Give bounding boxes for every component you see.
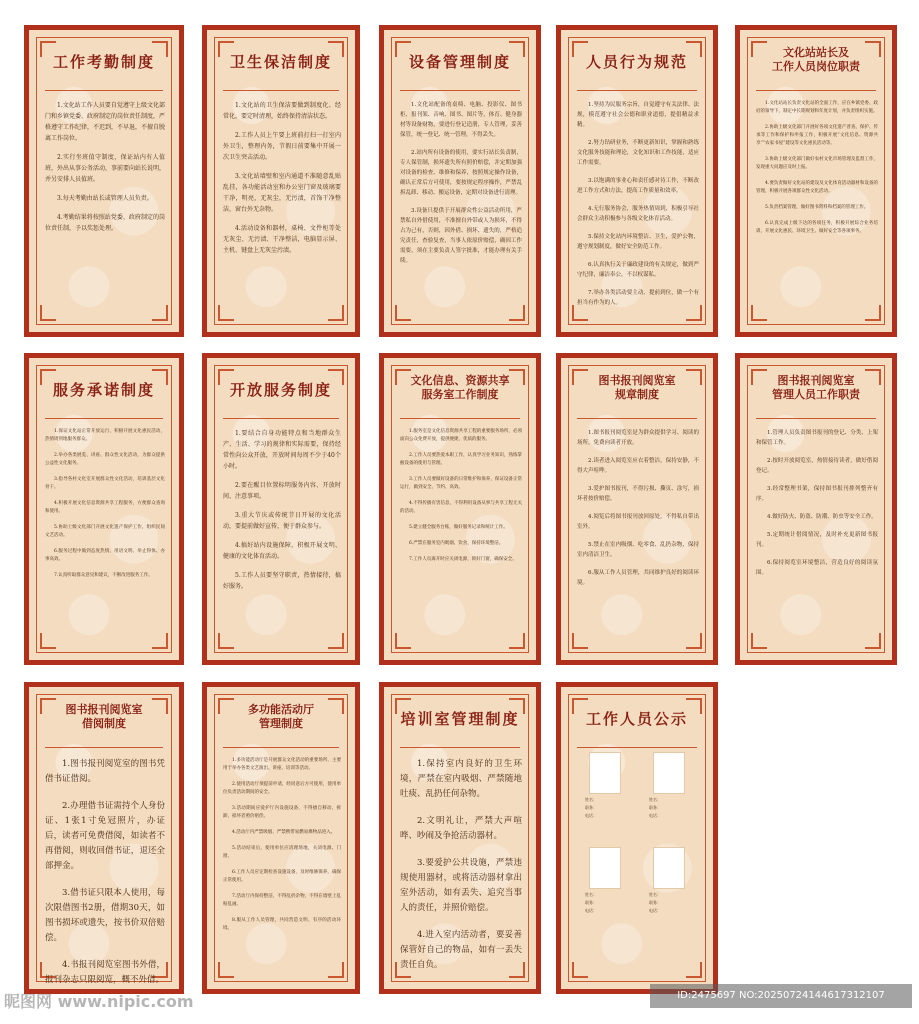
staff-info	[649, 891, 661, 915]
rule-item: 1.文化站的卫生保洁要做到制度化、经常化，要定时清理，始终保持清洁状态。	[223, 102, 341, 120]
staff-info-label: 姓名：	[585, 797, 597, 802]
title-divider	[45, 90, 163, 91]
rule-item: 3.借书证只限本人使用，每次限借图书2册，借期30天，如图书损坏或遗失，按书价双倍赔偿。	[45, 888, 165, 943]
rule-item: 2.举办各类展览、讲座、群众性文化活动，为群众提供公益性文化服务。	[45, 453, 165, 466]
rule-item: 1.图书报刊阅览室的图书凭借书证借阅。	[45, 759, 165, 784]
rule-item: 2.实行坐班值守制度，保证站内有人值班，外出从事公务活动，事前要向站长说明，并另安排人员值班。	[45, 154, 166, 183]
rules-list	[223, 100, 341, 316]
rule-item: 1.文化站站长负责文化站的全面工作，应在乡镇党委、政府的领导下，制定中长期规划和年度计划，并负责组织实施。	[756, 101, 878, 114]
rule-item: 3.每天考勤由站长或管理人员负责。	[57, 195, 153, 202]
title-divider	[223, 90, 339, 91]
board-title: 文化信息、资源共享 服务室工作制度	[410, 374, 510, 401]
rule-item: 2.努力钻研业务，不断更新知识，掌握和熟练文化服务技能和理论，文化知识和工作技能，适应工作需要。	[577, 140, 699, 166]
rule-item: 3.设备只提供于开展群众性公益活动所用，严禁私自外借使用，不准擅自外带或人为损坏，不得占为己有，否则，因外借、损坏、遗失的，严格追究责任，查验复查，当事人依原价赔偿，确因工作需要，须在主要负责人签字批准，才能办理有关手续。	[400, 208, 522, 264]
rule-item: 6.认真完成上级下达的各项任务，积极开展综合业务培训，开展文化惠民、环境卫生、做好安全等各项事务。	[756, 221, 878, 234]
notice-board	[379, 353, 541, 665]
staff-info-label: 姓名：	[585, 892, 597, 897]
notice-board	[24, 682, 184, 994]
notice-board	[202, 682, 360, 994]
rule-item: 3.以饱满的事业心和责任感对待工作，不断改进工作方式和方法，提高工作质量和效率。	[577, 178, 699, 194]
inner-frame	[568, 694, 706, 982]
rule-item: 6.服从工作人员管理，共同维护良好的阅读环境。	[577, 570, 699, 586]
image-id-watermark: ID:2475697 NO:20250724144617312107	[650, 984, 912, 1008]
rule-item: 1.服务室是文化信息资源共享工程的重要服务场所，必须面向公众免费开放，提供便捷、优质的服务。	[400, 429, 522, 442]
title-divider	[756, 418, 876, 419]
notice-board	[556, 25, 718, 337]
staff-photo	[589, 847, 621, 889]
rule-item: 5.工作人员要坚守职责，热情接待，搞好服务。	[223, 572, 341, 590]
notice-board	[202, 25, 360, 337]
rule-item: 6.严禁在服务室内吸烟、饮食，保持环境整洁。	[409, 541, 504, 546]
rules-list	[756, 428, 878, 644]
notice-board	[735, 353, 897, 665]
board-title: 开放服务制度	[229, 381, 332, 399]
board-title: 服务承诺制度	[52, 381, 155, 399]
rule-item: 3.协助上级文化部门做好农村文化市场管理及监督工作，发现重大问题应及时上报。	[756, 157, 878, 170]
rule-item: 2.使用活动厅须提前申请，经同意后方可使用，使用单位负责活动期间的安全。	[223, 782, 341, 795]
rules-list	[45, 757, 165, 985]
board-title: 工作考勤制度	[52, 53, 155, 71]
board-title: 工作人员公示	[585, 710, 688, 728]
rule-item: 5.保持文化站内环境整洁、卫生，爱护公物，遵守规划制度，做好安全防范工作。	[577, 234, 699, 250]
staff-info-label: 电话：	[649, 813, 661, 818]
rule-item: 1.保证文化站正常开放运行，积极开展文化惠民活动，热情周到地服务群众。	[45, 429, 165, 442]
title-divider	[577, 90, 697, 91]
rule-item: 7.举办各类活动要主动、提前到位，做一个有担当有作为的人。	[577, 290, 699, 306]
rule-item: 5.活动结束后，使用单位应清理场地，关闭电源、门窗。	[223, 846, 341, 859]
corner-ornament	[686, 962, 702, 978]
rule-item: 7.活动厅内保持整洁，不得乱扔杂物，不得在墙壁上乱贴乱画。	[223, 894, 341, 907]
rule-item: 1.坚持为民服务宗旨，自觉遵守有关法律、法规，模范遵守社会公德和职业道德，提倡精益求精。	[577, 102, 699, 128]
rule-item: 3.活动期间应爱护厅内设施设备，不得擅自移动、拆卸，损坏者照价赔偿。	[223, 806, 341, 819]
rule-item: 5.负责档案管理，做好图书资料和档案的管理工作。	[765, 205, 869, 210]
rule-item: 2.文明礼让，严禁大声喧哗、吵闹及争抢活动器材。	[400, 816, 522, 841]
title-divider	[756, 90, 876, 91]
rule-item: 5.协助上级文化部门开展文化遗产保护工作，组织民间文艺活动。	[45, 525, 165, 538]
rule-item: 1.文化站工作人员要自觉遵守上级文化部门和乡镇党委、政府制定的岗位责任制度，严格遵守工作纪律，不迟到，不早退，不擅自脱离工作岗位。	[45, 102, 166, 142]
notice-board	[24, 25, 184, 337]
board-title: 多功能活动厅 管理制度	[248, 703, 314, 730]
rule-item: 4.活动设备和器材，桌椅、文件柜等处无灰尘、无污渍、干净整洁，电脑显示屏、主机、键盘上无灰尘污渍。	[223, 225, 341, 254]
rule-item: 6.保持阅览室环境整洁，营造良好的阅读氛围。	[756, 560, 878, 576]
rules-list	[756, 100, 878, 316]
title-divider	[223, 747, 339, 748]
notice-board	[735, 25, 897, 337]
rule-item: 2.读者进入阅览室应衣着整洁，保持安静，不得大声喧哗。	[577, 458, 699, 474]
rule-item: 4.进入室内活动者，要妥善保管好自己的物品，如有一丢失责任自负。	[400, 930, 522, 970]
staff-info-label: 电话：	[585, 813, 597, 818]
title-divider	[400, 90, 520, 91]
rule-item: 4.阅览后将图书报刊放回原处，不得私自带出室外。	[577, 514, 699, 530]
staff-info-label: 职务：	[649, 900, 661, 905]
rule-item: 1.文化站配备的桌椅、电脑、投影仪、图书柜、报刊架、音响、图书、图片等，体育、健身器材等设备财物，要进行登记造册，专人管理，妥善保管，统一登记、统一管理，不得丢失。	[400, 102, 522, 138]
title-divider	[223, 418, 339, 419]
rules-list	[400, 428, 522, 644]
title-divider	[577, 747, 697, 748]
rule-item: 4.活动厅内严禁吸烟、严禁携带易燃易爆物品进入。	[232, 830, 336, 835]
rules-list	[45, 100, 165, 316]
staff-info-label: 职务：	[585, 805, 597, 810]
notice-board	[379, 25, 541, 337]
notice-board	[202, 353, 360, 665]
staff-info-label: 职务：	[585, 900, 597, 905]
rules-list	[400, 757, 522, 973]
staff-photo	[589, 752, 621, 794]
rule-item: 1.管理人员负责图书报刊的登记、分类、上架和保管工作。	[756, 430, 878, 446]
rule-item: 2.工作人员上午要上班前打扫一打室内外卫生，整理内务，节假日前要集中开展一次卫生突击活动。	[223, 132, 341, 161]
rule-item: 3.爱护图书报刊，不得污损、撕页、涂写，损坏者按价赔偿。	[577, 486, 699, 502]
rules-list	[223, 428, 341, 644]
notice-board	[556, 682, 718, 994]
notice-board	[24, 353, 184, 665]
rule-item: 2.按时开放阅览室，热情接待读者，做好借阅登记。	[756, 458, 878, 474]
rule-item: 2.办理借书证需持个人身份证、1张1寸免冠照片，办证后，读者可免费借阅，如读者不再借阅，则收回借书证，退还全部押金。	[45, 801, 165, 871]
board-title: 图书报刊阅览室 借阅制度	[65, 703, 143, 730]
staff-info	[585, 796, 597, 820]
board-title: 图书报刊阅览室 管理人员工作职责	[772, 374, 860, 401]
board-title: 卫生保洁制度	[229, 53, 332, 71]
staff-info-label: 电话：	[649, 908, 661, 913]
staff-info-label: 姓名：	[649, 797, 661, 802]
rule-item: 6.认真执行关于廉政建设的有关规定，做到严守纪律，廉洁奉公，不以权谋私。	[577, 262, 699, 278]
rule-item: 5.禁止在室内吸烟、吃零食、乱扔杂物，保持室内清洁卫生。	[577, 542, 699, 558]
rule-item: 1.图书报刊阅览室是为群众提供学习、阅读的场所，免费向读者开放。	[577, 430, 699, 446]
rule-item: 3.经常整理书架，保持图书报刊排列整齐有序。	[756, 486, 878, 502]
rule-item: 4.考勤结果将按照站党委、政府制定的岗位责任制，予以奖惩处理。	[45, 214, 165, 232]
rule-item: 7.工作人员离开时应关闭电源，锁好门窗，确保安全。	[409, 557, 517, 562]
rule-item: 3.重大节庆或传统节日开展的文化活动，要提前做好宣传，便于群众参与。	[223, 512, 341, 530]
corner-ornament	[572, 962, 588, 978]
rule-item: 5.建立健全服务台账，做好服务记录和统计工作。	[409, 525, 508, 530]
rule-item: 4.无行服务协会，服务热情周到，积极引导社会群众主动积极参与各级文化体育活动。	[577, 206, 699, 222]
rule-item: 1.保持室内良好的卫生环境，严禁在室内吸烟、严禁随地吐痰、乱扔任何杂物。	[400, 759, 522, 799]
staff-info-label: 电话：	[585, 908, 597, 913]
site-watermark: 昵图网 www.nipic.com	[4, 992, 194, 1011]
rule-item: 3.要爱护公共设施，严禁违规使用器材，或将活动器材拿出室外活动，如有丢失、追究当事人的责任，并照价赔偿。	[400, 858, 522, 913]
rules-list	[400, 100, 522, 316]
rule-item: 1.多功能活动厅是开展群众文化活动的重要场所，主要用于举办各类文艺演出、讲座、培训等活动。	[223, 758, 341, 771]
board-title: 人员行为规范	[585, 53, 688, 71]
rule-item: 7.认真听取群众意见和建议，不断改进服务工作。	[54, 573, 153, 578]
rule-item: 5.定期统计借阅情况，及时补充更新图书报刊。	[756, 532, 878, 548]
title-divider	[400, 418, 520, 419]
rule-item: 3.指导各村文化室开展群众性文化活动，培训基层文化骨干。	[45, 477, 165, 490]
board-title: 图书报刊阅览室 规章制度	[598, 374, 676, 401]
rule-item: 6.工作人员应定期检查设施设备，及时维修保养，确保正常使用。	[223, 870, 341, 883]
rules-list	[577, 428, 699, 644]
rule-item: 2.要在醒目位置标明服务内容、开放时间、注意事项。	[223, 482, 341, 500]
rule-item: 3.工作人员要做好设备的日常维护和保养，保证设备正常运行，做到安全、节约、高效。	[400, 477, 522, 490]
title-divider	[45, 747, 163, 748]
notice-board	[379, 682, 541, 994]
staff-info-label: 职务：	[649, 805, 661, 810]
rule-item: 3.文化站墙壁和室内通道不准随意乱贴乱挂，各功能活动室和办公室门窗及玻璃要干净，明亮，无灰尘，无污渍，首饰干净整洁，窗台外无杂物。	[223, 173, 341, 213]
rules-list	[577, 100, 699, 316]
rule-item: 6.服务过程中做到态度热情、用语文明、举止得体、办事高效。	[45, 549, 165, 562]
rule-item: 4.书报刊阅览室图书外借，报刊杂志只限阅览，概不外借。	[45, 960, 165, 985]
staff-info	[649, 796, 661, 820]
rule-item: 4.不得传播有害信息，不得利用设备从事与共享工程无关的活动。	[400, 501, 522, 514]
notice-board	[556, 353, 718, 665]
rule-item: 2.协助上级文化部门开展好各项文化遗产普查、保护、传承等工作和保护和申报工作，积极开展“文化信息、资源共享”“农家书屋”建设等文化惠民活动等。	[756, 125, 878, 146]
rules-list	[45, 428, 165, 644]
title-divider	[45, 418, 163, 419]
rule-item: 4.积极开展文化信息资源共享工程服务，方便群众查询和使用。	[45, 501, 165, 514]
rule-item: 8.服从工作人员管理，共同营造文明、有序的活动环境。	[223, 918, 341, 931]
staff-info-label: 姓名：	[649, 892, 661, 897]
rule-item: 4.要负责做好文化站的建设及文化体育活动器材和设备的管理，积极开展各项群众性文化活动。	[756, 181, 878, 194]
rules-list	[223, 757, 341, 973]
rule-item: 4.搞好站内设施保障，积极开展文明、健康的文化体育活动。	[223, 542, 341, 560]
title-divider	[577, 418, 697, 419]
staff-info	[585, 891, 597, 915]
rule-item: 2.工作人员要热爱本职工作，认真学习业务知识，熟练掌握设备的使用与管理。	[400, 453, 522, 466]
rule-item: 4.做好防火、防盗、防潮、防虫等安全工作。	[767, 514, 877, 520]
board-title: 文化站站长及 工作人员岗位职责	[772, 46, 860, 73]
board-title: 培训室管理制度	[400, 710, 520, 728]
staff-photo	[653, 847, 685, 889]
title-divider	[400, 747, 520, 748]
rule-item: 1.要结合自身功能特点和当地群众生产、生活、学习的规律和实际需要，保持经常性向公众开放，开放时间每周不少于40个小时。	[223, 430, 341, 470]
board-title: 设备管理制度	[408, 53, 511, 71]
staff-photo	[653, 752, 685, 794]
rule-item: 2.站内所有设备的使用，要实行站长负责制，专人保管制，损坏遗失所有照价赔偿，并定期加强对设备的检查、维修和保养，按照规定操作设备，确认正常后方可使用，要按规定程序操作，严禁乱拆乱卸、移动、搬运设备，定期对设备进行清理。	[400, 150, 522, 196]
